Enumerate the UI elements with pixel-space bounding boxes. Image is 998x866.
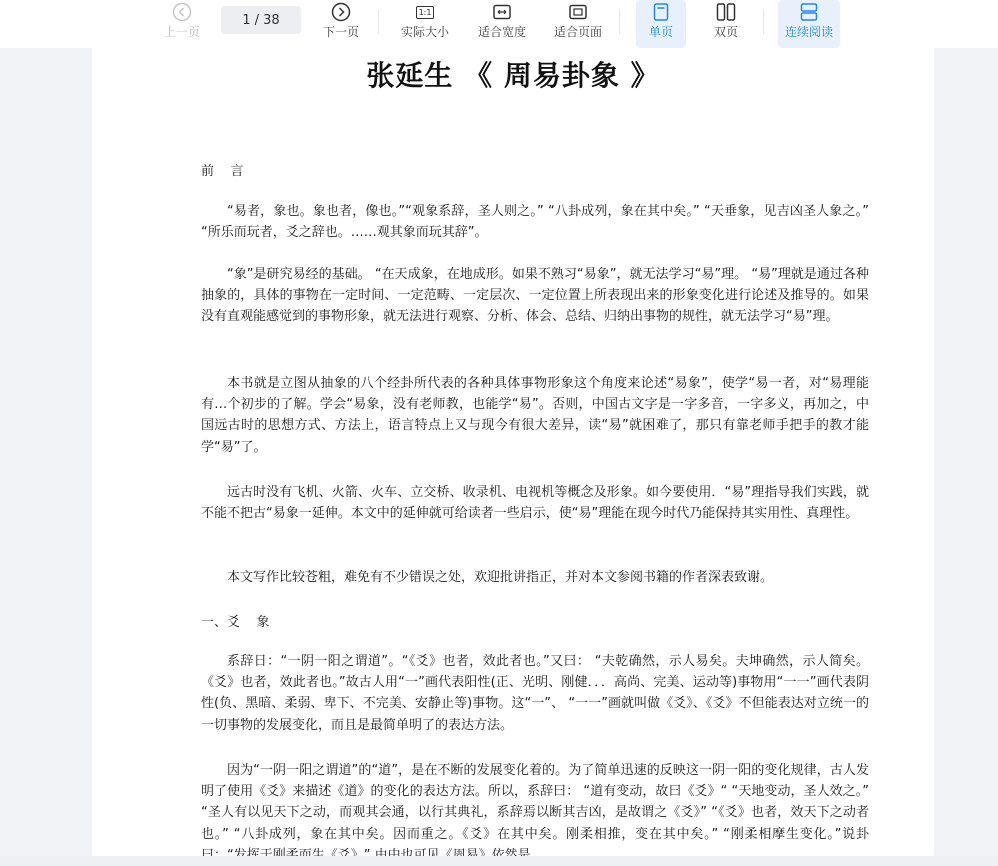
single-page-button[interactable]: [636, 0, 686, 48]
fit-page-label: 适合页面: [553, 25, 602, 39]
paragraph: 本书就是立图从抽象的八个经卦所代表的各种具体事物形象这个角度来论述“易象”，使学“易一者，对“易理能有…个初步的了解。学会“易象，没有老师教，也能学“易”。否则，中国古文字是一字多音，一字多义，再加之，中国远古时的思想方式、方法上，语言特点上又与现今有很大差异，读“易”就困难了，那只有靠老师手把手的教才能学“易”了。: [201, 376, 869, 455]
paragraph: 远古时没有飞机、火箭、火车、立交桥、收录机、电视机等概念及形象。如今要使用．“易”理指导我们实践，就不能不把古“易象一延伸。本文中的延伸就可给读者一些启示，使“易”理能在现今时代乃能保持其实用性、真理性。: [201, 485, 869, 522]
paragraph: 本文写作比较苍粗，难免有不少错误之处，欢迎批讲指正，并对本文参阅书籍的作者深表致谢。: [227, 570, 774, 585]
single-page-label: 单页: [648, 25, 673, 39]
actual-size-icon: 1:1: [416, 0, 435, 24]
paragraph: “象”是研究易经的基础。 “在天成象，在地成形。如果不熟习“易象”，就无法学习“易”理。 “易”理就是通过各种抽象的，具体的事物在一定时间、一定范畴、一定层次、一定位置上所表现出来的形象变化进行论述及推导的。如果没有直观能感觉到的事物形象，就无法进行观察、分析、体会、总结、归纳出事物的规性，就无法学习“易”理。: [201, 267, 869, 325]
fit-width-icon: [493, 0, 511, 24]
preface-heading: 前 言: [201, 164, 244, 179]
paragraph: “易者，象也。象也者，像也。”“观象系辞，圣人则之。” “八卦成列，象在其中矣。” “天垂象，见吉凶圣人象之。” “所乐而玩者，爻之辞也。……观其象而玩其辞”。: [201, 204, 869, 241]
chevron-right-circle-icon: [331, 0, 351, 24]
total-pages: / 38: [254, 12, 280, 28]
continuous-reading-label: 连续阅读: [784, 25, 833, 39]
double-page-icon: [716, 0, 736, 24]
prev-page-label: 上一页: [163, 25, 200, 39]
chevron-left-circle-icon: [172, 0, 192, 24]
viewer-bottom-edge: [0, 856, 998, 866]
toolbar-divider: [763, 10, 764, 34]
viewer-toolbar: [0, 0, 998, 48]
fit-width-label: 适合宽度: [477, 25, 526, 39]
actual-size-button[interactable]: [397, 0, 453, 48]
prev-page-button[interactable]: [160, 0, 204, 48]
double-page-button[interactable]: [702, 0, 750, 48]
fit-width-button[interactable]: [474, 0, 530, 48]
toolbar-divider: [619, 10, 620, 34]
single-page-icon: [653, 0, 669, 24]
page-number-field[interactable]: [221, 6, 301, 34]
continuous-reading-icon: [800, 0, 818, 24]
toolbar-divider: [378, 10, 379, 34]
paragraph: 因为“一阴一阳之谓道”的“道”，是在不断的发展变化着的。为了简单迅速的反映这一阴一阳的变化规律，古人发明了使用《爻》来描述《道》的变化的表达方法。所以，系辞曰： “道有变动，故曰《爻》“ “天地变动，圣人效之。” “圣人有以见天下之动，而观其会通，以行其典礼，系辞焉以断其吉凶，是故谓之《爻》” “《爻》也者，效天下之动者也。” “八卦成列，象在其中矣。因而重之。《爻》在其中矣。刚柔相推，变在其中矣。” “刚柔相摩生变化。”说卦: [201, 763, 869, 842]
fit-page-button[interactable]: [550, 0, 606, 48]
actual-size-label: 实际大小: [400, 25, 449, 39]
double-page-label: 双页: [713, 25, 738, 39]
next-page-label: 下一页: [322, 25, 359, 39]
document-page: [92, 48, 934, 866]
document-title: 张延生 《 周易卦象 》: [366, 59, 660, 92]
current-page-number[interactable]: 1: [242, 12, 251, 28]
next-page-button[interactable]: [318, 0, 364, 48]
paragraph: 系辞日：“一阴一阳之谓道”。“《爻》也者，效此者也。”又曰： “夫乾确然，示人易矣。夫坤确然，示人简矣。《爻》也者，效此者也。”故古人用“一”画代表阳性(正、光明、刚健．．．高尚、完美、运动等)事物用“一一”画代表阴性(负、黑暗、柔弱、卑下、不完美、安静止等)事物。这“一”、 “一一”画就叫做《爻》、《爻》不但能表达对立统一的一切事物的发展变化，而且是最简单明了的表达方法。: [201, 654, 869, 733]
section-heading: 一、爻 象: [201, 615, 270, 630]
continuous-reading-button[interactable]: [778, 0, 840, 48]
fit-page-icon: [569, 0, 587, 24]
